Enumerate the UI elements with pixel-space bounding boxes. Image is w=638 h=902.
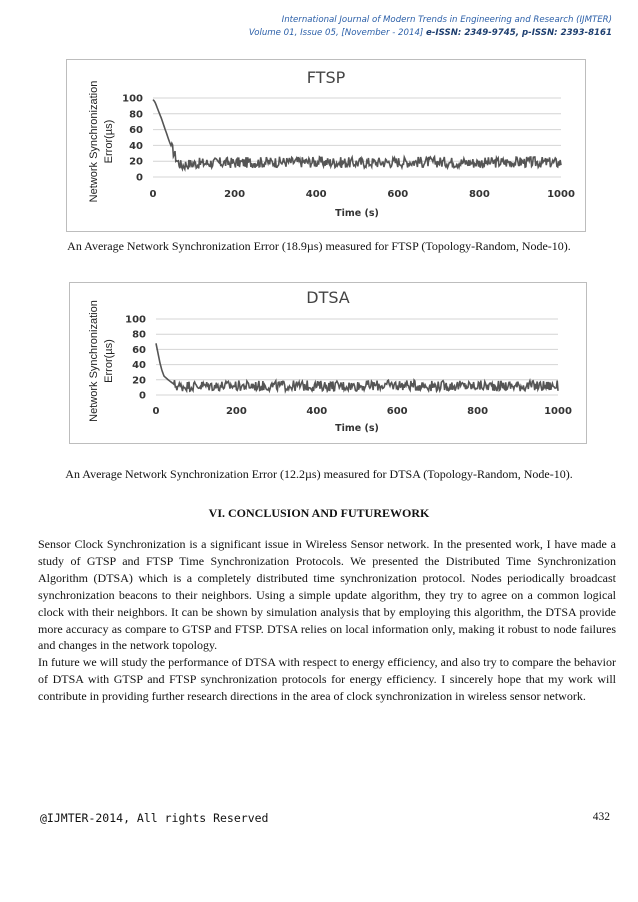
journal-title-line: International Journal of Modern Trends in Engineering and Research (IJMTER)	[281, 15, 612, 25]
y-tick-label: 0	[136, 172, 143, 184]
section-heading: VI. CONCLUSION AND FUTUREWORK	[208, 506, 430, 520]
chart-title: DTSA	[306, 288, 350, 307]
x-tick-label: 800	[468, 189, 490, 200]
y-tick-label: 100	[122, 93, 143, 105]
x-tick-label: 800	[467, 406, 489, 417]
x-tick-label: 200	[225, 406, 247, 417]
paragraph: Sensor Clock Synchronization is a significant issue in Wireless Sensor network. In the presented work, I have made a study of GTSP and FTSP Time Synchronization Protocols. We presented the Distributed Time Synchronization Algorithm (DTSA) which is a completely distributed time synchronization protocol. Nodes periodically broadcast synchronization beacons to their neighbors. Using a simple update algorithm, they try to agree on a common logical clock with their neighbors. It can be shown by simulation analysis that by employing this algorithm, the DTSA provide more accuracy as compare to GTSP and FTSP. DTSA relies on local information only, making it robust to node failures and changes in the network topology.	[38, 537, 616, 653]
ftsp-chart	[67, 60, 585, 231]
series-line	[156, 343, 558, 391]
page-number: 432	[592, 811, 610, 823]
x-tick-label: 400	[305, 189, 327, 200]
footer-copyright: @IJMTER-2014, All rights Reserved	[40, 811, 269, 825]
x-axis-label: Time (s)	[335, 208, 379, 219]
y-axis-label: Error(µs)	[103, 119, 115, 164]
y-axis-label: Network Synchronization	[88, 300, 100, 422]
y-tick-label: 80	[132, 329, 146, 341]
ftsp-figure-caption: An Average Network Synchronization Error (18.9µs) measured for FTSP (Topology-Random, Node-10).	[67, 239, 571, 253]
y-tick-label: 60	[132, 344, 146, 356]
journal-issn: e-ISSN: 2349-9745, p-ISSN: 2393-8161	[426, 28, 612, 38]
x-tick-label: 0	[152, 406, 160, 417]
y-tick-label: 20	[132, 375, 146, 387]
x-tick-label: 0	[149, 189, 157, 200]
series-line	[153, 100, 561, 170]
dtsa-chart-frame	[69, 282, 587, 444]
x-tick-label: 600	[386, 406, 408, 417]
ftsp-chart-frame	[66, 59, 586, 232]
y-axis-label: Error(µs)	[103, 339, 115, 383]
y-tick-label: 40	[132, 360, 146, 372]
journal-volume: Volume 01, Issue 05, [November - 2014]	[248, 28, 424, 38]
chart-title: FTSP	[306, 68, 346, 87]
journal-volume-line	[249, 27, 612, 40]
y-tick-label: 20	[129, 156, 143, 168]
x-tick-label: 1000	[547, 189, 575, 200]
y-tick-label: 40	[129, 140, 143, 152]
journal-header	[249, 14, 612, 40]
paragraph: In future we will study the performance of DTSA with respect to energy efficiency, and also try to compare the behavior of DTSA with GTSP and FTSP synchronization protocols for energy efficiency. I sincerely hope that my work will contribute in providing further research directions in the area of clock synchronization in wireless sensor network.	[38, 655, 616, 704]
x-tick-label: 600	[387, 189, 409, 200]
y-tick-label: 0	[139, 390, 146, 402]
y-axis-label: Network Synchronization	[88, 80, 100, 203]
x-tick-label: 1000	[544, 406, 572, 417]
x-axis-label: Time (s)	[335, 423, 379, 434]
dtsa-figure-caption: An Average Network Synchronization Error (12.2µs) measured for DTSA (Topology-Random, Node-10).	[65, 467, 573, 481]
dtsa-chart	[70, 283, 586, 443]
y-tick-label: 100	[125, 314, 146, 326]
y-tick-label: 80	[129, 109, 143, 121]
y-tick-label: 60	[129, 125, 143, 137]
x-tick-label: 200	[224, 189, 246, 200]
conclusion-body	[38, 536, 616, 705]
x-tick-label: 400	[306, 406, 328, 417]
